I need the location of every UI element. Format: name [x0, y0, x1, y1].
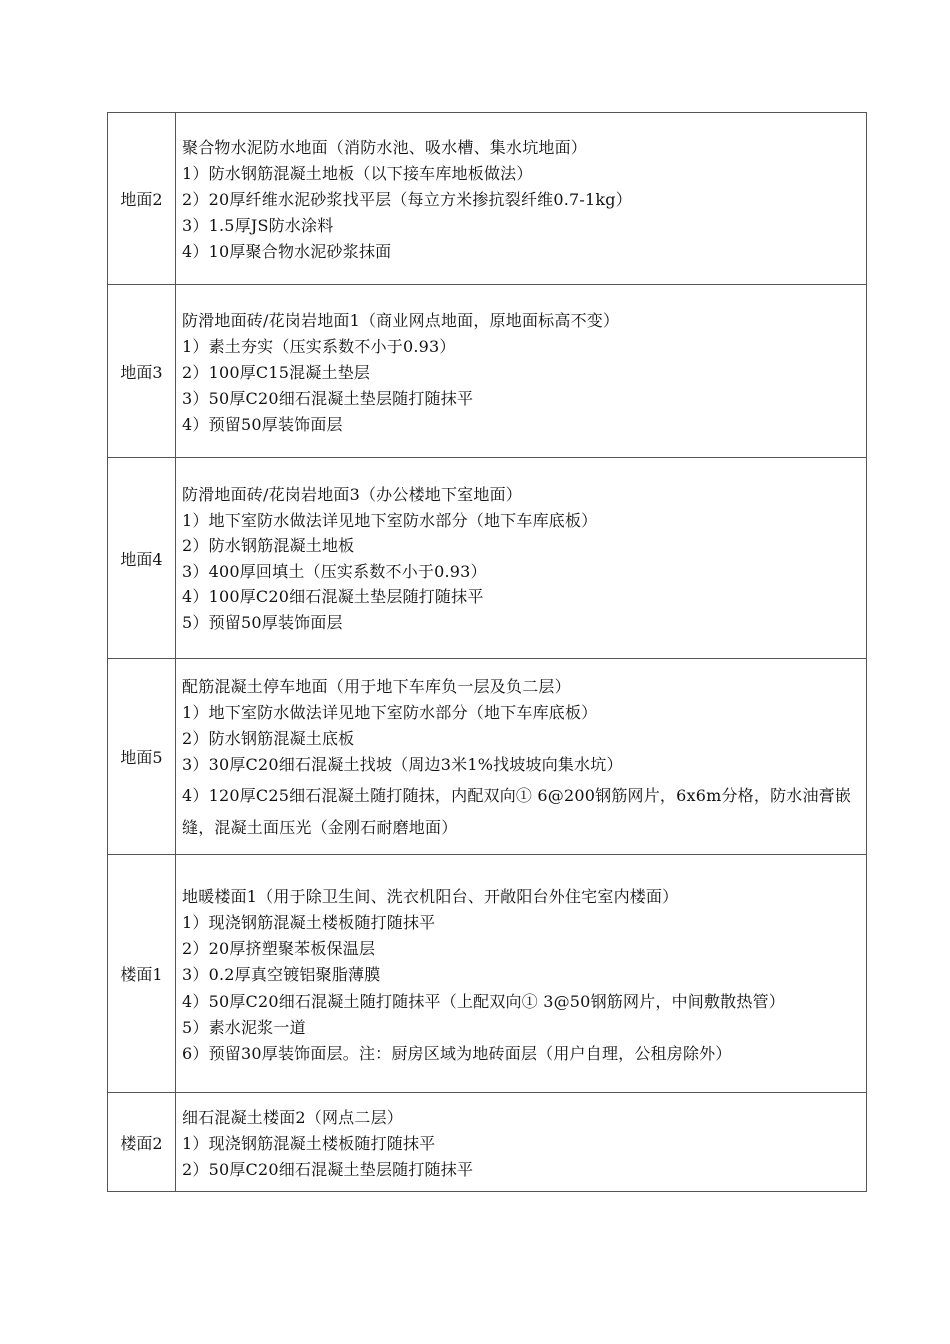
spec-line: 4）50厚C20细石混凝土随打随抹平（上配双向① 3@50钢筋网片，中间敷散热管） — [182, 991, 785, 1011]
spec-line: 5）素水泥浆一道 — [182, 1017, 306, 1037]
table-row — [108, 113, 867, 285]
spec-line: 5）预留50厚装饰面层 — [182, 612, 343, 632]
spec-line: 4）预留50厚装饰面层 — [182, 414, 343, 434]
table-row — [108, 458, 867, 659]
spec-line: 聚合物水泥防水地面（消防水池、吸水槽、集水坑地面） — [182, 138, 588, 157]
spec-line: 2）100厚C15混凝土垫层 — [182, 362, 371, 382]
spec-line: 1）现浇钢筋混凝土楼板随打随抹平 — [182, 1133, 436, 1153]
spec-line: 细石混凝土楼面2（网点二层） — [182, 1107, 403, 1127]
spec-line: 4）10厚聚合物水泥砂浆抹面 — [182, 242, 392, 261]
spec-line: 4）120厚C25细石混凝土随打随抹，内配双向① 6@200钢筋网片，6x6m分格，防水油膏嵌缝，混凝土面压光（金刚石耐磨地面） — [182, 786, 852, 837]
spec-line: 1）防水钢筋混凝土地板（以下接车库地板做法） — [182, 164, 533, 183]
row-label: 地面4 — [108, 458, 176, 659]
spec-line: 2）20厚挤塑聚苯板保温层 — [182, 938, 376, 958]
row-label: 地面3 — [108, 285, 176, 458]
table-row — [108, 285, 867, 458]
row-content — [176, 285, 867, 458]
table-row — [108, 659, 867, 855]
spec-line: 3）400厚回填土（压实系数不小于0.93） — [182, 561, 487, 581]
row-label: 地面2 — [108, 113, 176, 285]
row-content — [176, 113, 867, 285]
spec-line: 2）防水钢筋混凝土底板 — [182, 729, 355, 748]
spec-line: 1）素土夯实（压实系数不小于0.93） — [182, 336, 456, 356]
spec-line: 2）防水钢筋混凝土地板 — [182, 536, 355, 556]
spec-line: 6）预留30厚装饰面层。注：厨房区域为地砖面层（用户自理，公租房除外） — [182, 1043, 732, 1063]
spec-line: 防滑地面砖/花岗岩地面1（商业网点地面，原地面标高不变） — [182, 310, 620, 330]
spec-line: 3）0.2厚真空镀铝聚脂薄膜 — [182, 964, 381, 984]
construction-spec-table — [107, 112, 867, 1192]
spec-line: 1）现浇钢筋混凝土楼板随打随抹平 — [182, 912, 436, 932]
row-label: 楼面1 — [108, 855, 176, 1093]
spec-line: 防滑地面砖/花岗岩地面3（办公楼地下室地面） — [182, 485, 522, 505]
row-content — [176, 458, 867, 659]
row-content — [176, 855, 867, 1093]
spec-line: 3）30厚C20细石混凝土找坡（周边3米1%找坡坡向集水坑） — [182, 755, 623, 774]
row-label: 楼面2 — [108, 1093, 176, 1192]
spec-line: 地暖楼面1（用于除卫生间、洗衣机阳台、开敞阳台外住宅室内楼面） — [182, 886, 679, 906]
table-row — [108, 1093, 867, 1192]
spec-line: 配筋混凝土停车地面（用于地下车库负一层及负二层） — [182, 677, 571, 696]
spec-line: 1）地下室防水做法详见地下室防水部分（地下车库底板） — [182, 703, 598, 722]
row-content — [176, 1093, 867, 1192]
spec-line: 2）50厚C20细石混凝土垫层随打随抹平 — [182, 1159, 474, 1179]
spec-line: 4）100厚C20细石混凝土垫层随打随抹平 — [182, 587, 484, 607]
row-content — [176, 659, 867, 855]
spec-line: 3）1.5厚JS防水涂料 — [182, 216, 334, 235]
spec-line: 1）地下室防水做法详见地下室防水部分（地下车库底板） — [182, 510, 598, 530]
spec-line: 2）20厚纤维水泥砂浆找平层（每立方米掺抗裂纤维0.7-1kg） — [182, 190, 632, 209]
row-label: 地面5 — [108, 659, 176, 855]
spec-line: 3）50厚C20细石混凝土垫层随打随抹平 — [182, 388, 474, 408]
table-row — [108, 855, 867, 1093]
